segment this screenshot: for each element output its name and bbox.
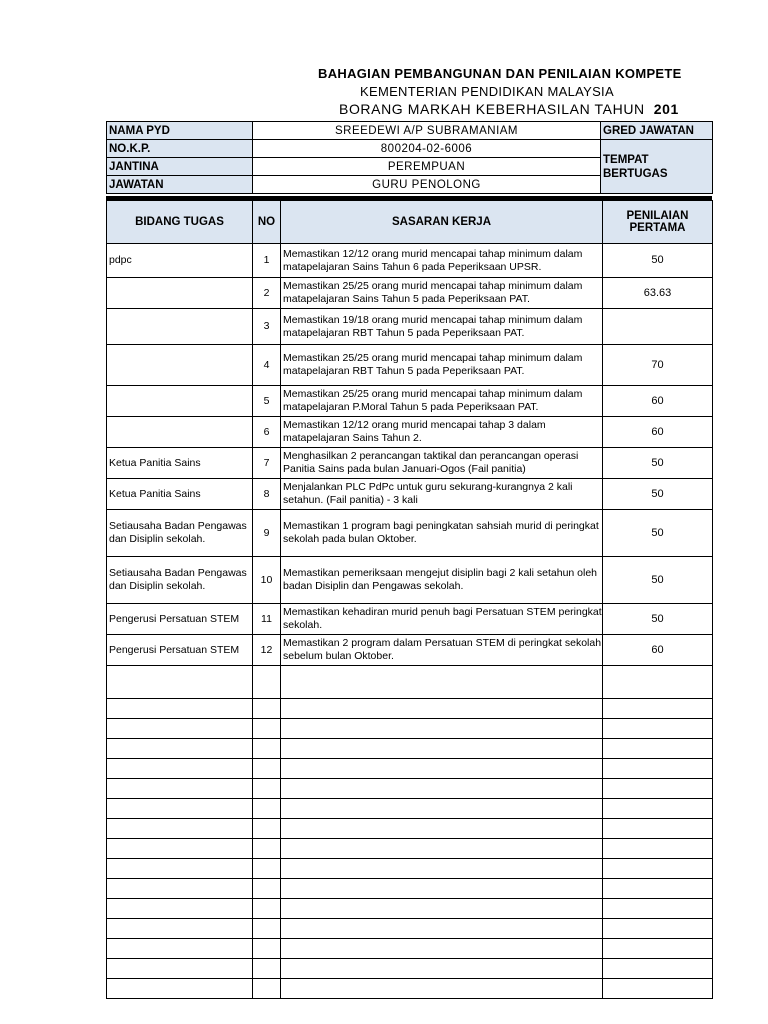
table-row: [107, 479, 713, 510]
empty-row: [107, 739, 713, 759]
sasaran-cell[interactable]: Memastikan 19/18 orang murid mencapai tahap minimum dalam matapelajaran RBT Tahun 5 pada Peperiksaan PAT.: [281, 309, 603, 345]
empty-cell[interactable]: [253, 859, 281, 879]
empty-row: [107, 666, 713, 699]
empty-row: [107, 979, 713, 999]
empty-row: [107, 879, 713, 899]
empty-row: [107, 759, 713, 779]
empty-cell[interactable]: [107, 699, 253, 719]
penilaian-cell[interactable]: 50: [603, 479, 713, 510]
targets-body: [107, 244, 713, 999]
empty-cell[interactable]: [253, 939, 281, 959]
empty-cell[interactable]: [281, 719, 603, 739]
empty-cell[interactable]: [281, 959, 603, 979]
bidang-cell[interactable]: pdpc: [107, 244, 253, 278]
empty-cell[interactable]: [603, 919, 713, 939]
empty-cell[interactable]: [603, 899, 713, 919]
col-no-header: NO: [253, 201, 281, 244]
sasaran-cell[interactable]: Menjalankan PLC PdPc untuk guru sekurang-kurangnya 2 kali setahun. (Fail panitia) - 3 kali: [281, 479, 603, 510]
nama-value[interactable]: SREEDEWI A/P SUBRAMANIAM: [253, 122, 601, 140]
empty-cell[interactable]: [281, 859, 603, 879]
sasaran-cell[interactable]: Memastikan 25/25 orang murid mencapai tahap minimum dalam matapelajaran P.Moral Tahun 5 pada Peperiksaan PAT.: [281, 386, 603, 417]
no-cell[interactable]: 6: [253, 417, 281, 448]
empty-row: [107, 699, 713, 719]
targets-table: [106, 200, 713, 999]
empty-cell[interactable]: [281, 699, 603, 719]
table-row: [107, 244, 713, 278]
jantina-label: JANTINA: [107, 158, 253, 176]
empty-cell[interactable]: [603, 979, 713, 999]
bidang-cell[interactable]: Ketua Panitia Sains: [107, 479, 253, 510]
nokp-label: NO.K.P.: [107, 140, 253, 158]
table-row: [107, 635, 713, 666]
empty-cell[interactable]: [107, 959, 253, 979]
empty-cell[interactable]: [107, 899, 253, 919]
empty-row: [107, 719, 713, 739]
bidang-cell[interactable]: Ketua Panitia Sains: [107, 448, 253, 479]
table-row: [107, 557, 713, 604]
empty-cell[interactable]: [253, 739, 281, 759]
bidang-cell[interactable]: [107, 386, 253, 417]
tempat-label: TEMPAT BERTUGAS: [601, 140, 713, 194]
empty-cell[interactable]: [107, 839, 253, 859]
empty-row: [107, 819, 713, 839]
empty-cell[interactable]: [603, 939, 713, 959]
sasaran-cell[interactable]: Memastikan kehadiran murid penuh bagi Persatuan STEM peringkat sekolah.: [281, 604, 603, 635]
empty-cell[interactable]: [603, 859, 713, 879]
empty-cell[interactable]: [107, 779, 253, 799]
empty-cell[interactable]: [107, 799, 253, 819]
header-ministry: KEMENTERIAN PENDIDIKAN MALAYSIA: [360, 84, 614, 99]
empty-cell[interactable]: [107, 919, 253, 939]
penilaian-cell[interactable]: 50: [603, 448, 713, 479]
nama-label: NAMA PYD: [107, 122, 253, 140]
penilaian-cell[interactable]: 70: [603, 345, 713, 386]
empty-row: [107, 859, 713, 879]
empty-cell[interactable]: [107, 666, 253, 699]
empty-cell[interactable]: [107, 759, 253, 779]
nokp-value[interactable]: 800204-02-6006: [253, 140, 601, 158]
empty-cell[interactable]: [253, 959, 281, 979]
bidang-cell[interactable]: [107, 417, 253, 448]
empty-row: [107, 779, 713, 799]
bidang-cell[interactable]: [107, 278, 253, 309]
empty-cell[interactable]: [603, 879, 713, 899]
jawatan-value[interactable]: GURU PENOLONG: [253, 176, 601, 194]
empty-row: [107, 939, 713, 959]
no-cell[interactable]: 3: [253, 309, 281, 345]
empty-cell[interactable]: [603, 799, 713, 819]
empty-cell[interactable]: [253, 879, 281, 899]
empty-row: [107, 839, 713, 859]
empty-cell[interactable]: [253, 666, 281, 699]
info-table: [106, 121, 713, 194]
no-cell[interactable]: 9: [253, 510, 281, 557]
empty-cell[interactable]: [107, 979, 253, 999]
targets-header-row: [107, 201, 713, 244]
no-cell[interactable]: 4: [253, 345, 281, 386]
empty-cell[interactable]: [107, 739, 253, 759]
empty-cell[interactable]: [253, 899, 281, 919]
sasaran-cell[interactable]: Memastikan 25/25 orang murid mencapai tahap minimum dalam matapelajaran Sains Tahun 5 pada Peperiksaan PAT.: [281, 278, 603, 309]
empty-cell[interactable]: [281, 879, 603, 899]
empty-cell[interactable]: [253, 799, 281, 819]
empty-cell[interactable]: [603, 779, 713, 799]
empty-cell[interactable]: [281, 799, 603, 819]
info-row-nokp: [107, 140, 713, 158]
empty-cell[interactable]: [281, 739, 603, 759]
empty-cell[interactable]: [603, 666, 713, 699]
empty-row: [107, 959, 713, 979]
bidang-cell[interactable]: Pengerusi Persatuan STEM: [107, 635, 253, 666]
col-sasaran-header: SASARAN KERJA: [281, 201, 603, 244]
table-row: [107, 345, 713, 386]
header-agency: BAHAGIAN PEMBANGUNAN DAN PENILAIAN KOMPETE: [318, 66, 682, 81]
penilaian-cell[interactable]: 50: [603, 604, 713, 635]
form-title-text: BORANG MARKAH KEBERHASILAN TAHUN: [339, 101, 645, 117]
no-cell[interactable]: 2: [253, 278, 281, 309]
no-cell[interactable]: 1: [253, 244, 281, 278]
empty-cell[interactable]: [107, 939, 253, 959]
empty-cell[interactable]: [281, 919, 603, 939]
empty-row: [107, 899, 713, 919]
empty-cell[interactable]: [281, 839, 603, 859]
bidang-cell[interactable]: Setiausaha Badan Pengawas dan Disiplin sekolah.: [107, 557, 253, 604]
empty-cell[interactable]: [253, 699, 281, 719]
jantina-value[interactable]: PEREMPUAN: [253, 158, 601, 176]
empty-cell[interactable]: [603, 839, 713, 859]
empty-cell[interactable]: [603, 739, 713, 759]
sasaran-cell[interactable]: Memastikan pemeriksaan mengejut disiplin bagi 2 kali setahun oleh badan Disiplin dan Pengawas sekolah.: [281, 557, 603, 604]
empty-cell[interactable]: [107, 879, 253, 899]
empty-cell[interactable]: [603, 719, 713, 739]
bidang-cell[interactable]: [107, 309, 253, 345]
penilaian-cell[interactable]: 60: [603, 635, 713, 666]
empty-cell[interactable]: [107, 819, 253, 839]
empty-cell[interactable]: [253, 919, 281, 939]
empty-cell[interactable]: [281, 899, 603, 919]
table-row: [107, 417, 713, 448]
form-title: [339, 101, 768, 117]
empty-cell[interactable]: [107, 719, 253, 739]
table-row: [107, 278, 713, 309]
sasaran-cell[interactable]: Memastikan 1 program bagi peningkatan sahsiah murid di peringkat sekolah pada bulan Oktober.: [281, 510, 603, 557]
empty-cell[interactable]: [253, 759, 281, 779]
bidang-cell[interactable]: Setiausaha Badan Pengawas dan Disiplin sekolah.: [107, 510, 253, 557]
empty-cell[interactable]: [281, 979, 603, 999]
empty-cell[interactable]: [281, 939, 603, 959]
penilaian-cell[interactable]: 50: [603, 244, 713, 278]
empty-cell[interactable]: [107, 859, 253, 879]
no-cell[interactable]: 12: [253, 635, 281, 666]
empty-cell[interactable]: [603, 699, 713, 719]
no-cell[interactable]: 8: [253, 479, 281, 510]
sasaran-cell[interactable]: Memastikan 12/12 orang murid mencapai tahap 3 dalam matapelajaran Sains Tahun 2.: [281, 417, 603, 448]
penilaian-cell[interactable]: 50: [603, 510, 713, 557]
empty-cell[interactable]: [253, 779, 281, 799]
no-cell[interactable]: 11: [253, 604, 281, 635]
col-bidang-header: BIDANG TUGAS: [107, 201, 253, 244]
no-cell[interactable]: 7: [253, 448, 281, 479]
sasaran-cell[interactable]: Memastikan 12/12 orang murid mencapai tahap minimum dalam matapelajaran Sains Tahun 6 pada Peperiksaan UPSR.: [281, 244, 603, 278]
jawatan-label: JAWATAN: [107, 176, 253, 194]
table-row: [107, 604, 713, 635]
form-title-year: 201: [653, 101, 679, 117]
bidang-cell[interactable]: Pengerusi Persatuan STEM: [107, 604, 253, 635]
table-row: [107, 309, 713, 345]
penilaian-cell[interactable]: 50: [603, 557, 713, 604]
empty-cell[interactable]: [253, 819, 281, 839]
sasaran-cell[interactable]: Memastikan 2 program dalam Persatuan STEM di peringkat sekolah sebelum bulan Oktober.: [281, 635, 603, 666]
info-row-nama: [107, 122, 713, 140]
empty-cell[interactable]: [603, 959, 713, 979]
penilaian-cell[interactable]: 63.63: [603, 278, 713, 309]
table-row: [107, 510, 713, 557]
penilaian-cell[interactable]: 60: [603, 417, 713, 448]
empty-cell[interactable]: [281, 819, 603, 839]
empty-row: [107, 919, 713, 939]
table-row: [107, 448, 713, 479]
col-penilaian-header: PENILAIAN PERTAMA: [603, 201, 713, 244]
empty-cell[interactable]: [253, 839, 281, 859]
empty-cell[interactable]: [253, 979, 281, 999]
no-cell[interactable]: 10: [253, 557, 281, 604]
empty-cell[interactable]: [281, 759, 603, 779]
sasaran-cell[interactable]: Memastikan 25/25 orang murid mencapai tahap minimum dalam matapelajaran RBT Tahun 5 pada Peperiksaan PAT.: [281, 345, 603, 386]
sasaran-cell[interactable]: Menghasilkan 2 perancangan taktikal dan perancangan operasi Panitia Sains pada bulan Januari-Ogos (Fail panitia): [281, 448, 603, 479]
no-cell[interactable]: 5: [253, 386, 281, 417]
empty-cell[interactable]: [281, 779, 603, 799]
empty-cell[interactable]: [253, 719, 281, 739]
penilaian-cell[interactable]: [603, 309, 713, 345]
gred-label: GRED JAWATAN: [601, 122, 713, 140]
bidang-cell[interactable]: [107, 345, 253, 386]
empty-cell[interactable]: [281, 666, 603, 699]
empty-cell[interactable]: [603, 759, 713, 779]
penilaian-cell[interactable]: 60: [603, 386, 713, 417]
empty-cell[interactable]: [603, 819, 713, 839]
empty-row: [107, 799, 713, 819]
table-row: [107, 386, 713, 417]
